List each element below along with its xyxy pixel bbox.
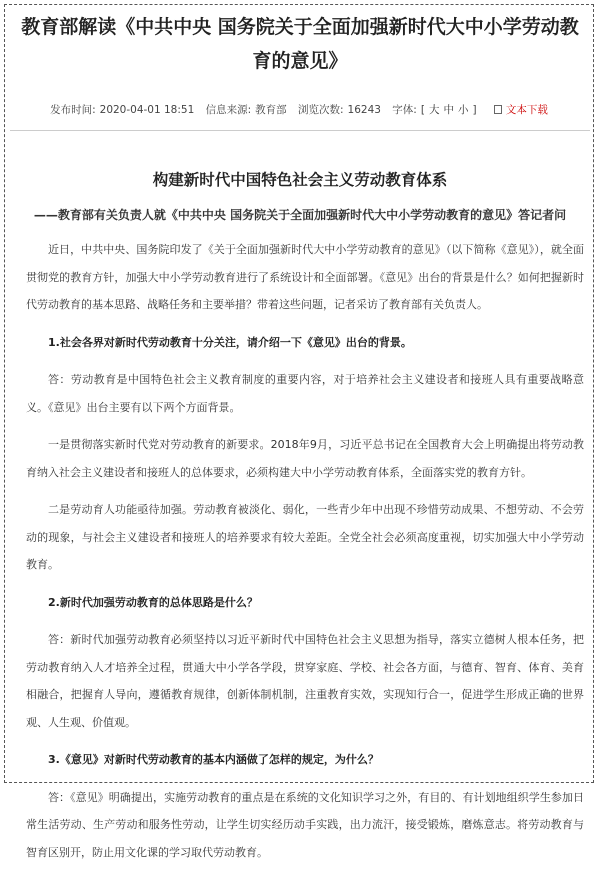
intro-paragraph: 近日，中共中央、国务院印发了《关于全面加强新时代大中小学劳动教育的意见》（以下简称《意见》），就全面贯彻党的教育方针，加强大中小学劳动教育进行了系统设计和全面部署。《意见》出台的背景是什么？如何把握新时代劳动教育的基本思路、战略任务和主要举措？带着这些问题，记者采访了教育部有关负责人。 <box>26 243 584 311</box>
source-label: 信息来源: <box>205 104 252 116</box>
publish-time: 2020-04-01 18:51 <box>99 104 195 116</box>
article-body <box>26 236 584 876</box>
article-title: 教育部解读《中共中央 国务院关于全面加强新时代大中小学劳动教育的意见》 <box>21 16 579 72</box>
views-label: 浏览次数: <box>298 104 344 116</box>
answer-1: 答：劳动教育是中国特色社会主义教育制度的重要内容，对于培养社会主义建设者和接班人具有重要战略意义。《意见》出台主要有以下两个方面背景。 <box>26 373 584 414</box>
answer-1-point-1: 一是贯彻落实新时代党对劳动教育的新要求。2018年9月，习近平总书记在全国教育大会上明确提出将劳动教育纳入社会主义建设者和接班人的总体要求，必须构建大中小学劳动教育体系，全面落实党的教育方针。 <box>26 438 584 479</box>
download-label: 文本下载 <box>505 104 548 116</box>
article-heading: 构建新时代中国特色社会主义劳动教育体系 <box>152 171 448 189</box>
font-bracket-close: ] <box>472 104 477 116</box>
answer-2: 答：新时代加强劳动教育必须坚持以习近平新时代中国特色社会主义思想为指导，落实立德树人根本任务，把劳动教育纳入人才培养全过程，贯通大中小学各学段，贯穿家庭、学校、社会各方面，与德育、智育、体育、美育相融合，把握育人导向，遵循教育规律，创新体制机制，注重教育实效，实现知行合一，促进学生形成正确的世界观、人生观、价值观。 <box>26 633 584 729</box>
font-size-small-button[interactable]: 小 <box>457 104 469 116</box>
font-size-medium-button[interactable]: 中 <box>443 104 454 116</box>
question-2: 2.新时代加强劳动教育的总体思路是什么？ <box>48 595 258 609</box>
article-meta <box>0 102 600 117</box>
download-text-button[interactable] <box>492 104 550 116</box>
meta-divider <box>10 130 590 131</box>
question-1: 1.社会各界对新时代劳动教育十分关注，请介绍一下《意见》出台的背景。 <box>48 335 412 349</box>
answer-3: 答：《意见》明确提出，实施劳动教育的重点是在系统的文化知识学习之外，有目的、有计划地组织学生参加日常生活劳动、生产劳动和服务性劳动，让学生切实经历动手实践，出力流汗，接受锻炼，磨炼意志。将劳动教育与智育区别开，防止用文化课的学习取代劳动教育。 <box>26 790 584 859</box>
source-value: 教育部 <box>255 104 287 116</box>
question-3: 3.《意见》对新时代劳动教育的基本内涵做了怎样的规定，为什么？ <box>48 753 379 766</box>
publish-label: 发布时间: <box>50 104 96 116</box>
answer-1-point-2: 二是劳动育人功能亟待加强。劳动教育被淡化、弱化，一些青少年中出现不珍惜劳动成果、不想劳动、不会劳动的现象，与社会主义建设者和接班人的培养要求有较大差距。全党全社会必须高度重视，切实加强大中小学劳动教育。 <box>26 503 584 571</box>
font-size-large-button[interactable]: 大 <box>428 104 440 116</box>
font-bracket-open: [ <box>420 104 425 116</box>
document-icon <box>494 105 502 114</box>
views-count: 16243 <box>347 104 381 116</box>
article-subheading: ——教育部有关负责人就《中共中央 国务院关于全面加强新时代大中小学劳动教育的意见》答记者问 <box>33 208 567 222</box>
font-size-label: 字体: <box>392 104 417 116</box>
